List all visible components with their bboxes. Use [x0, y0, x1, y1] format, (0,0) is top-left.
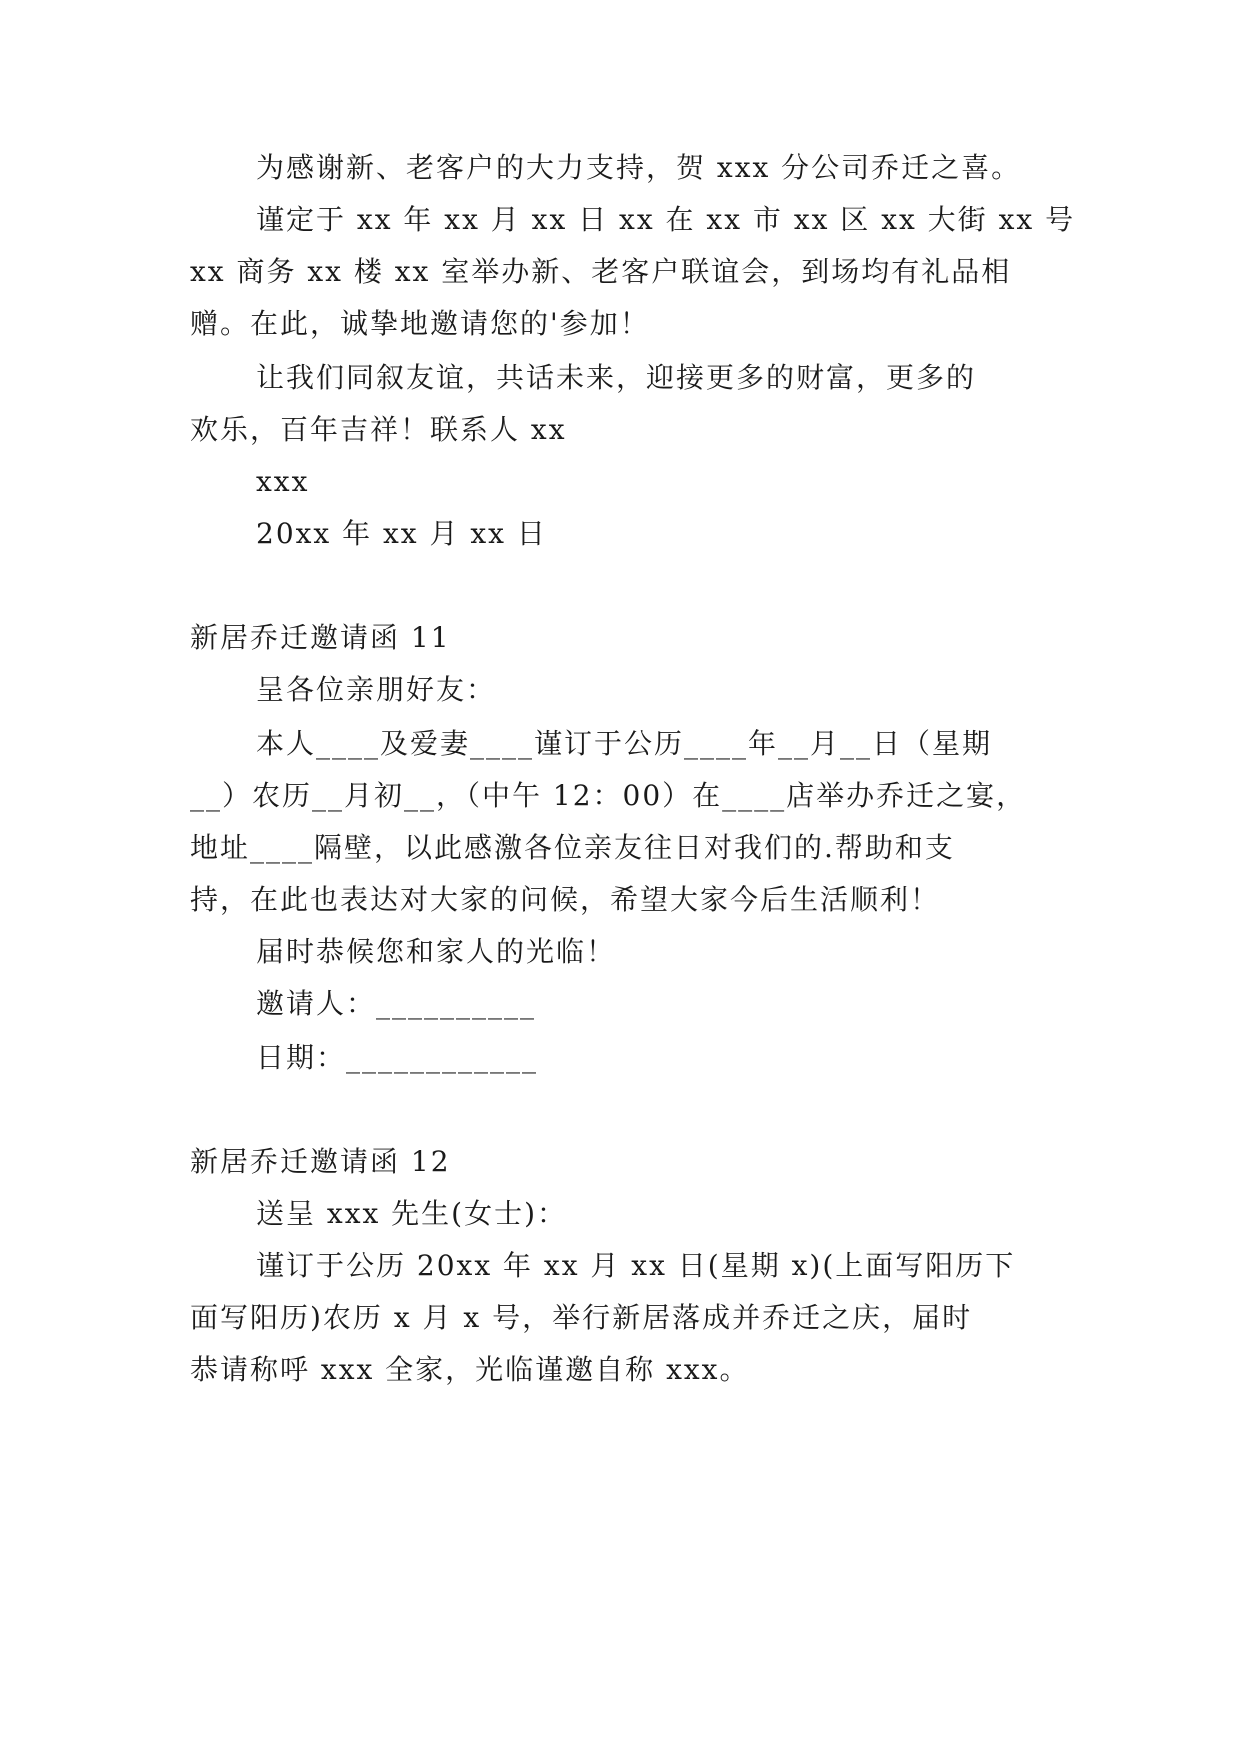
- signature-date: 20xx 年 xx 月 xx 日: [256, 517, 547, 550]
- invitation-12-line-3: 恭请称呼 xxx 全家，光临谨邀自称 xxx。: [190, 1353, 750, 1386]
- section-title-12: 新居乔迁邀请函 12: [190, 1145, 451, 1178]
- paragraph-event-line-1: 谨定于 xx 年 xx 月 xx 日 xx 在 xx 市 xx 区 xx 大街 xx 号: [256, 203, 1076, 236]
- invitation-12-line-1: 谨订于公历 20xx 年 xx 月 xx 日(星期 x)(上面写阳历下: [256, 1249, 1016, 1282]
- paragraph-event-line-2: xx 商务 xx 楼 xx 室举办新、老客户联谊会，到场均有礼品相: [190, 255, 1012, 288]
- paragraph-thanks: 为感谢新、老客户的大力支持，贺 xxx 分公司乔迁之喜。: [256, 151, 1022, 184]
- paragraph-closing-line-1: 让我们同叙友谊，共话未来，迎接更多的财富，更多的: [256, 361, 977, 394]
- signer-name: xxx: [256, 465, 310, 498]
- await-presence: 届时恭候您和家人的光临！: [256, 935, 617, 968]
- paragraph-closing-line-2: 欢乐，百年吉祥！联系人 xx: [190, 413, 567, 446]
- greeting-11: 呈各位亲朋好友：: [256, 673, 497, 706]
- date-field: 日期：____________: [256, 1041, 539, 1074]
- invitation-line-2: __）农历__月初__，（中午 12：00）在____店举办乔迁之宴，: [190, 779, 1027, 812]
- invitation-line-4: 持，在此也表达对大家的问候，希望大家今后生活顺利！: [190, 883, 941, 916]
- invitation-12-line-2: 面写阳历)农历 x 月 x 号，举行新居落成并乔迁之庆，届时: [190, 1301, 973, 1334]
- inviter-field: 邀请人：__________: [256, 987, 537, 1020]
- paragraph-event-line-3: 赠。在此，诚挚地邀请您的'参加！: [190, 307, 650, 340]
- section-title-11: 新居乔迁邀请函 11: [190, 621, 451, 654]
- greeting-12: 送呈 xxx 先生(女士)：: [256, 1197, 568, 1230]
- invitation-line-3: 地址____隔壁，以此感激各位亲友往日对我们的.帮助和支: [190, 831, 955, 864]
- invitation-line-1: 本人____及爱妻____谨订于公历____年__月__日（星期: [256, 727, 993, 760]
